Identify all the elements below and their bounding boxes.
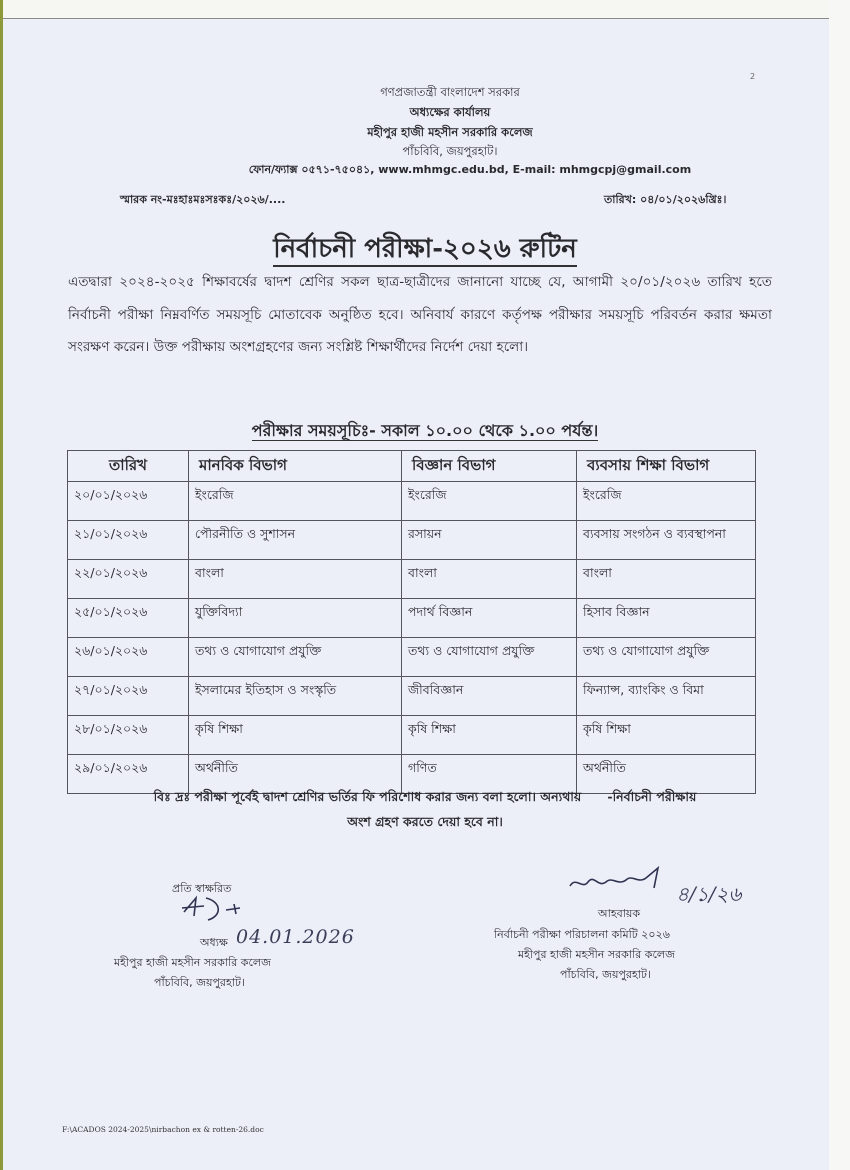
cell-humanities: অর্থনীতি <box>189 755 402 794</box>
govt-header: গণপ্রজাতন্ত্রী বাংলাদেশ সরকার <box>380 85 520 99</box>
table-row <box>68 677 756 716</box>
file-path: F:\ACADOS 2024-2025\nirbachon ex & rotten-26.doc <box>62 1125 264 1134</box>
cell-date: ২৭/০১/২০২৬ <box>68 677 189 716</box>
notice-paragraph: এতদ্বারা ২০২৪-২০২৫ শিক্ষাবর্ষের দ্বাদশ শ্রেণির সকল ছাত্র-ছাত্রীদের জানানো যাচ্ছে যে, আগামী ২০/০১/২০২৬ তারিখ হতে নির্বাচনী পরীক্ষা নিম্নবর্ণিত সময়সূচি মোতাবেক অনুষ্ঠিত হবে। অনিবার্য কারণে কর্তৃপক্ষ পরীক্ষার সময়সূচি পরিবর্তন করার ক্ষমতা সংরক্ষণ করেন। উক্ত পরীক্ষায় অংশগ্রহণের জন্য সংশ্লিষ্ট শিক্ষার্থীদের নির্দেশ দেয়া হলো। <box>68 274 772 355</box>
cell-business: হিসাব বিজ্ঞান <box>577 599 756 638</box>
cell-date: ২৮/০১/২০২৬ <box>68 716 189 755</box>
schedule-heading-wrapper <box>0 418 850 445</box>
cell-science: গণিত <box>402 755 577 794</box>
cell-business: বাংলা <box>577 560 756 599</box>
cell-humanities: তথ্য ও যোগাযোগ প্রযুক্তি <box>189 638 402 677</box>
contact-line: ফোন/ফ্যাক্স ০৫৭১-৭৫০৪১, www.mhmgc.edu.bd, E-mail: mhmgcpj@gmail.com <box>248 163 692 176</box>
footnote-line-2: অংশ গ্রহণ করতে দেয়া হবে না। <box>347 814 503 829</box>
table-row <box>68 482 756 521</box>
header-business: ব্যবসায় শিক্ষা বিভাগ <box>577 451 756 482</box>
memo-number: স্মারক নং-মঃহাঃমঃসঃকঃ/২০২৬/.... <box>120 193 286 206</box>
cell-humanities: কৃষি শিক্ষা <box>189 716 402 755</box>
footnote-line-1: বিঃ দ্রঃ পরীক্ষা পূর্বেই দ্বাদশ শ্রেণির ভর্তির ফি পরিশোধ করার জন্য বলা হলো। অন্যথায় -নির্বাচনী পরীক্ষায় <box>153 789 697 804</box>
table-header-row <box>68 451 756 482</box>
convener-college: মহীপুর হাজী মহসীন সরকারি কলেজ <box>518 948 675 961</box>
convener-signature <box>566 862 676 896</box>
cell-humanities: যুক্তিবিদ্যা <box>189 599 402 638</box>
cell-business: অর্থনীতি <box>577 755 756 794</box>
cell-business: কৃষি শিক্ষা <box>577 716 756 755</box>
convener-handwritten-date: ৪/১/২৬ <box>676 882 742 906</box>
countersigned-label: প্রতি স্বাক্ষরিত <box>172 882 232 895</box>
cell-business: তথ্য ও যোগাযোগ প্রযুক্তি <box>577 638 756 677</box>
cell-humanities: বাংলা <box>189 560 402 599</box>
cell-date: ২২/০১/২০২৬ <box>68 560 189 599</box>
header-date: তারিখ <box>68 451 189 482</box>
cell-science: বাংলা <box>402 560 577 599</box>
cell-business: ফিন্যান্স, ব্যাংকিং ও বিমা <box>577 677 756 716</box>
cell-science: রসায়ন <box>402 521 577 560</box>
cell-humanities: ইসলামের ইতিহাস ও সংস্কৃতি <box>189 677 402 716</box>
cell-humanities: ইংরেজি <box>189 482 402 521</box>
table-row <box>68 638 756 677</box>
scan-top-edge <box>0 0 850 19</box>
cell-humanities: পৌরনীতি ও সুশাসন <box>189 521 402 560</box>
cell-business: ইংরেজি <box>577 482 756 521</box>
header-science: বিজ্ঞান বিভাগ <box>402 451 577 482</box>
schedule-heading: পরীক্ষার সময়সূচিঃ- সকাল ১০.০০ থেকে ১.০০ পর্যন্ত। <box>251 421 599 440</box>
principal-address: পাঁচবিবি, জয়পুরহাট। <box>154 976 245 989</box>
cell-science: পদার্থ বিজ্ঞান <box>402 599 577 638</box>
table-row <box>68 560 756 599</box>
principal-college: মহীপুর হাজী মহসীন সরকারি কলেজ <box>114 956 271 969</box>
table-row <box>68 716 756 755</box>
exam-routine-table <box>67 450 756 794</box>
convener-committee: নির্বাচনী পরীক্ষা পরিচালনা কমিটি ২০২৬ <box>494 928 670 941</box>
principal-handwritten-date: 04.01.2026 <box>236 926 355 948</box>
document-date: তারিখ: ০৪/০১/২০২৬খ্রিঃ। <box>604 193 727 206</box>
convener-address: পাঁচবিবি, জয়পুরহাট। <box>560 968 651 981</box>
header-humanities: মানবিক বিভাগ <box>189 451 402 482</box>
cell-science: ইংরেজি <box>402 482 577 521</box>
cell-date: ২০/০১/২০২৬ <box>68 482 189 521</box>
cell-date: ২৫/০১/২০২৬ <box>68 599 189 638</box>
college-address: পাঁচবিবি, জয়পুরহাট। <box>402 144 498 158</box>
college-name: মহীপুর হাজী মহসীন সরকারি কলেজ <box>367 125 533 139</box>
table-row <box>68 599 756 638</box>
cell-science: তথ্য ও যোগাযোগ প্রযুক্তি <box>402 638 577 677</box>
office-header: অধ্যক্ষের কার্যালয় <box>409 105 491 119</box>
cell-date: ২৬/০১/২০২৬ <box>68 638 189 677</box>
scan-right-edge <box>829 0 850 1170</box>
convener-title: আহবায়ক <box>598 907 641 920</box>
footnote <box>60 784 790 834</box>
page-number: 2 <box>750 72 756 81</box>
page-title: নির্বাচনী পরীক্ষা-২০২৬ রুটিন <box>273 234 577 267</box>
cell-business: ব্যবসায় সংগঠন ও ব্যবস্থাপনা <box>577 521 756 560</box>
table-row <box>68 521 756 560</box>
cell-science: জীববিজ্ঞান <box>402 677 577 716</box>
principal-signature <box>178 894 258 924</box>
principal-title: অধ্যক্ষ <box>200 936 228 949</box>
cell-date: ২৯/০১/২০২৬ <box>68 755 189 794</box>
cell-science: কৃষি শিক্ষা <box>402 716 577 755</box>
cell-date: ২১/০১/২০২৬ <box>68 521 189 560</box>
